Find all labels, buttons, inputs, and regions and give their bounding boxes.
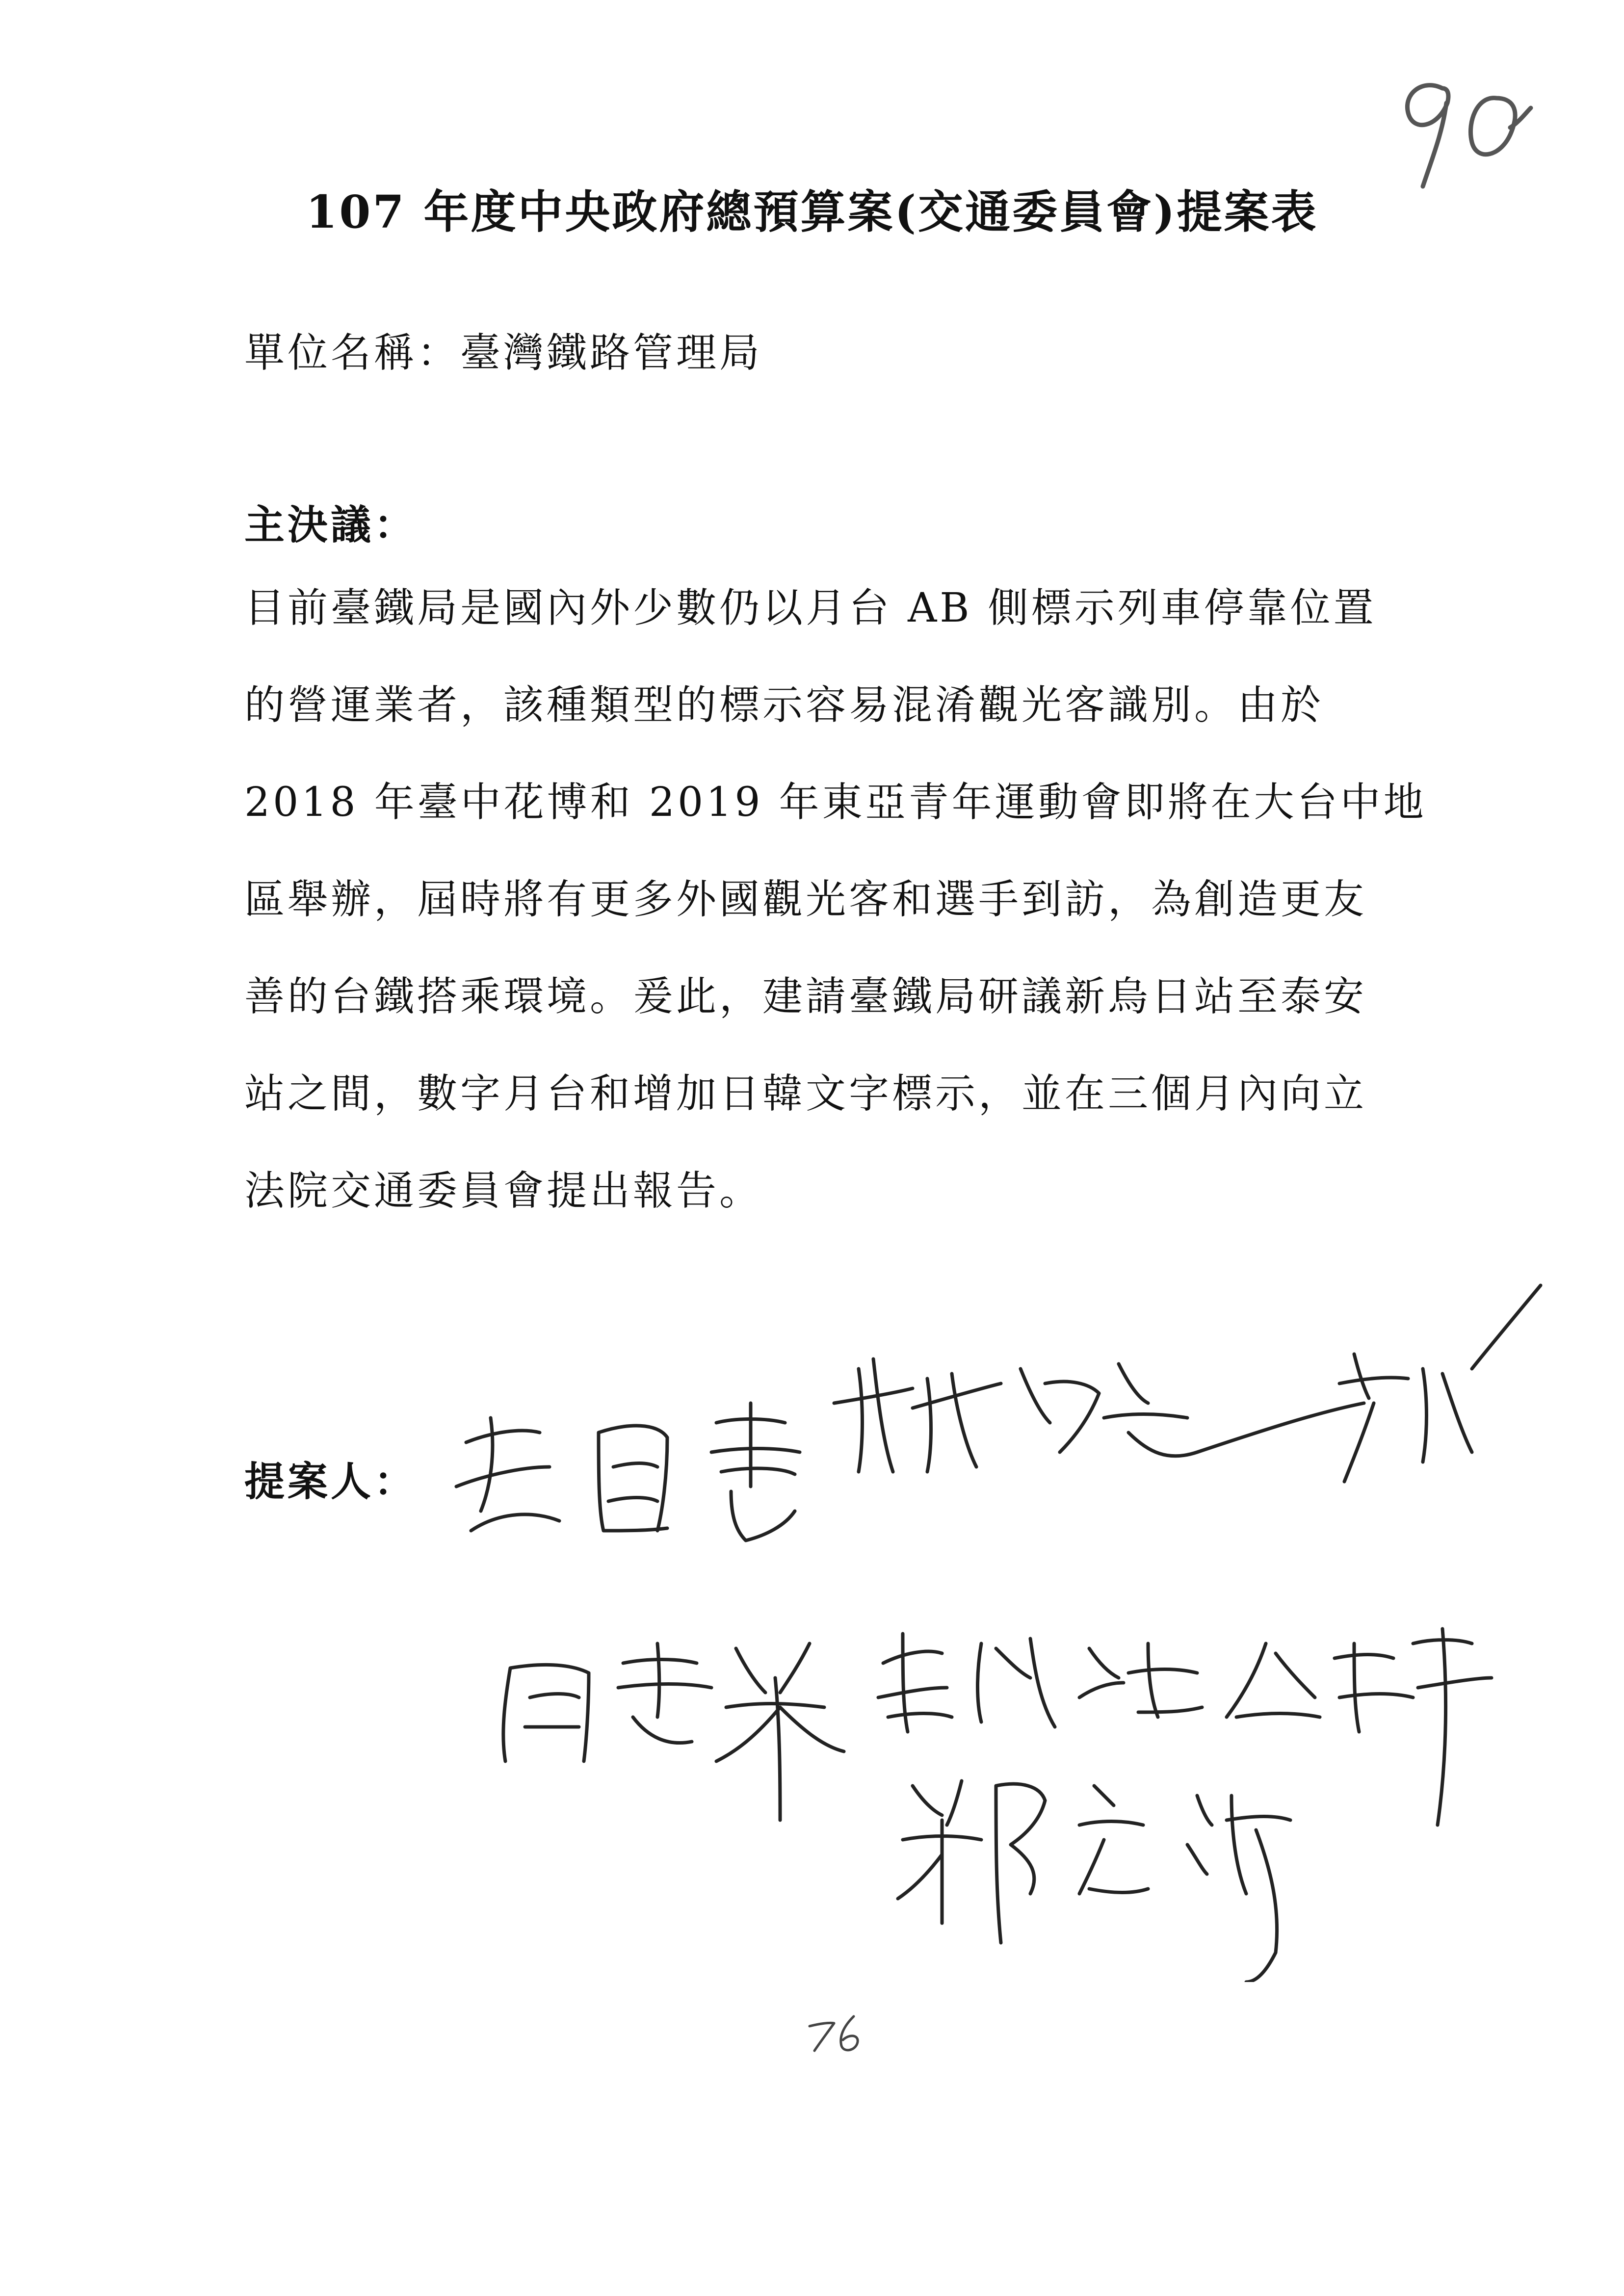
resolution-line: 的營運業者，該種類型的標示容易混淆觀光客識別。由於: [244, 682, 1324, 729]
signature-3: [503, 1644, 844, 1820]
unit-name-line: 單位名稱：臺灣鐵路管理局: [244, 330, 763, 376]
resolution-line: 法院交通委員會提出報告。: [244, 1168, 763, 1214]
handwritten-bottom-mark: [805, 2007, 864, 2056]
resolution-line: 區舉辦，屆時將有更多外國觀光客和選手到訪，為創造更友: [244, 876, 1367, 923]
resolution-line: 2018 年臺中花博和 2019 年東亞青年運動會即將在大台中地: [244, 779, 1427, 826]
signature-4: [878, 1634, 1202, 1732]
resolution-line: 站之間，數字月台和增加日韓文字標示，並在三個月內向立: [244, 1070, 1367, 1117]
signature-5: [1227, 1629, 1492, 1825]
document-title: 107 年度中央政府總預算案(交通委員會)提案表: [306, 185, 1318, 238]
resolution-heading: 主決議：: [244, 501, 418, 548]
resolution-body: [244, 579, 1427, 1259]
proposer-label: 提案人：: [244, 1458, 418, 1505]
resolution-line: 善的台鐵搭乘環境。爰此，建請臺鐵局研議新烏日站至泰安: [244, 973, 1367, 1020]
signature-1: [456, 1403, 800, 1540]
signature-6: [898, 1781, 1290, 1982]
handwritten-page-number: [1384, 59, 1541, 196]
signature-2: [834, 1285, 1541, 1482]
resolution-line: 目前臺鐵局是國內外少數仍以月台 AB 側標示列車停靠位置: [244, 585, 1377, 631]
handwritten-signatures: [393, 1256, 1570, 1982]
